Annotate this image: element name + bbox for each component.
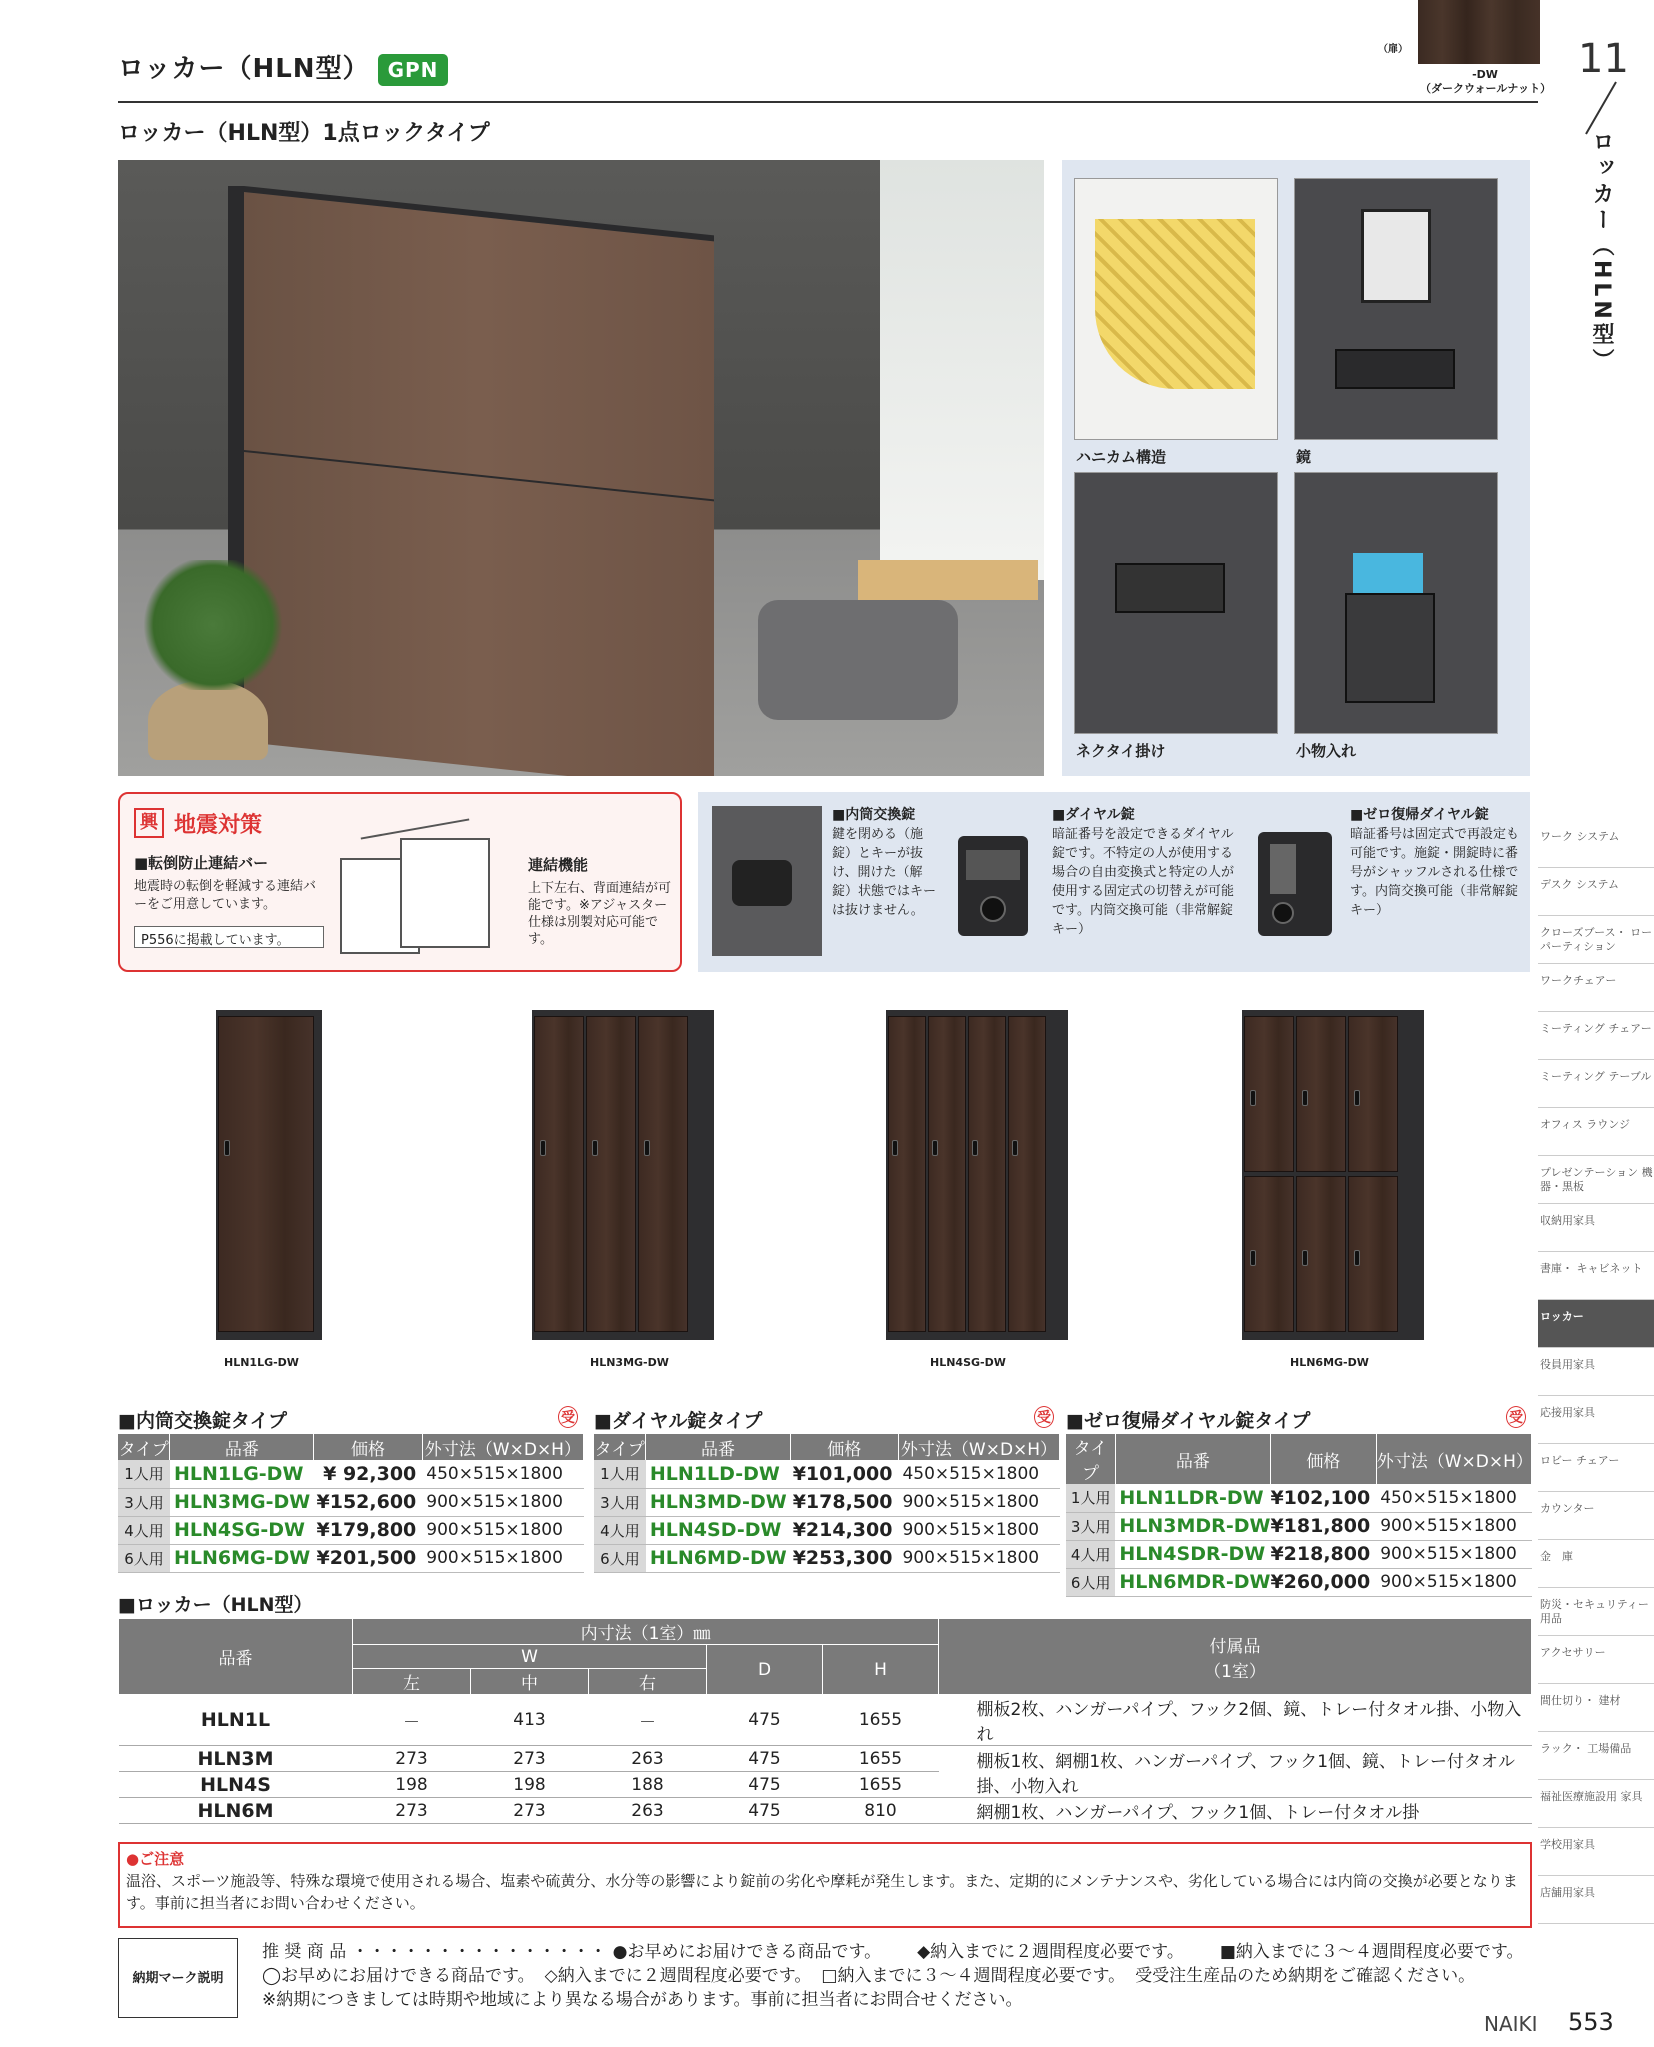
- product-label-4: HLN6MG-DW: [1290, 1356, 1369, 1369]
- price-table-title: ■内筒交換錠タイプ 受: [118, 1406, 578, 1433]
- made-to-order-icon: 受: [558, 1406, 578, 1428]
- price-table: タイプ 品番 価格 外寸法（W×D×H） 1人用 HLN1LD-DW ¥101,000 450×515×1800 3人用 HLN3MD-DW ¥178,500 900×515×1800 4人用 HLN4SD-DW ¥214,300 900×515×1800 6人用 HLN6MD-DW ¥253,300 900×515×1800: [594, 1434, 1060, 1573]
- notice-text: 温浴、スポーツ施設等、特殊な環境で使用される場合、塩素や硫黄分、水分等の影響により錠前の劣化や摩耗が発生します。また、定期的にメンテナンスや、劣化している場合には内筒の交換が必要となります。事前に担当者にお問い合わせください。: [126, 1872, 1518, 1912]
- nav-item[interactable]: クローズブース・ ローパーティション: [1538, 916, 1654, 964]
- product-label-1: HLN1LG-DW: [224, 1356, 299, 1369]
- nav-item[interactable]: ワーク システム: [1538, 820, 1654, 868]
- notice-box: [118, 1842, 1532, 1928]
- lock-dial: ■ダイヤル錠 暗証番号を設定できるダイヤル錠です。不特定の人が使用する場合の自由変換式と特定の人が使用する固定式の切替えが可能です。内筒交換可能（非常解錠キー）: [1052, 807, 1235, 937]
- product-hln6mg: [1242, 1010, 1424, 1340]
- nav-item[interactable]: 書庫・ キャビネット: [1538, 1252, 1654, 1300]
- price-row: 6人用 HLN6MDR-DW ¥260,000 900×515×1800: [1066, 1568, 1532, 1596]
- chapter-title: ロッカー（HLN型）: [1589, 130, 1614, 375]
- price-row: 1人用 HLN1LDR-DW ¥102,100 450×515×1800: [1066, 1484, 1532, 1512]
- accessory-case-photo: [1294, 472, 1498, 734]
- nav-item[interactable]: ロッカー: [1538, 1300, 1654, 1348]
- bar-text: 地震時の転倒を軽減する連結バーをご用意しています。: [134, 879, 317, 912]
- lock-zero-dial: ■ゼロ復帰ダイヤル錠 暗証番号は固定式で再設定も可能です。施錠・開錠時に番号がシャッフルされる仕様です。内筒交換可能（非常解錠キー）: [1350, 807, 1520, 918]
- nav-item[interactable]: カウンター: [1538, 1492, 1654, 1540]
- color-swatch: [1418, 0, 1540, 64]
- nav-item[interactable]: プレゼンテーション 機器・黒板: [1538, 1156, 1654, 1204]
- chapter-number: 11: [1578, 36, 1629, 82]
- nav-item[interactable]: ロビー チェアー: [1538, 1444, 1654, 1492]
- product-hln3mg: [532, 1010, 714, 1340]
- made-to-order-icon: 受: [1034, 1406, 1054, 1428]
- brand-name: NAIKI: [1484, 2012, 1538, 2036]
- page-number: 553: [1568, 2008, 1614, 2036]
- price-row: 1人用 HLN1LD-DW ¥101,000 450×515×1800: [594, 1460, 1060, 1488]
- price-row: 3人用 HLN3MG-DW ¥152,600 900×515×1800: [118, 1488, 584, 1516]
- nav-item[interactable]: 役員用家具: [1538, 1348, 1654, 1396]
- earthquake-box: [118, 792, 682, 972]
- swatch-door-label: （扉）: [1378, 44, 1408, 55]
- link-text: 上下左右、背面連結が可能です。※アジャスター仕様は別製対応可能です。: [528, 881, 672, 947]
- price-row: 3人用 HLN3MDR-DW ¥181,800 900×515×1800: [1066, 1512, 1532, 1540]
- price-row: 1人用 HLN1LG-DW ¥ 92,300 450×515×1800: [118, 1460, 584, 1488]
- lock-types-box: [698, 792, 1530, 972]
- nav-item[interactable]: ワークチェアー: [1538, 964, 1654, 1012]
- dial-lock-photo: [958, 836, 1028, 936]
- cylinder-lock-photo: [712, 806, 822, 956]
- price-table: タイプ 品番 価格 外寸法（W×D×H） 1人用 HLN1LG-DW ¥ 92,300 450×515×1800 3人用 HLN3MG-DW ¥152,600 900×515×1800 4人用 HLN4SG-DW ¥179,800 900×515×1800 6人用 HLN6MG-DW ¥201,500 900×515×1800: [118, 1434, 584, 1573]
- link-title: 連結機能: [528, 856, 589, 874]
- honeycomb-photo: [1074, 178, 1278, 440]
- legend-label-box: 納期マーク説明: [118, 1938, 238, 2018]
- detail-label-honeycomb: ハニカム構造: [1076, 448, 1167, 466]
- nav-item[interactable]: 収納用家具: [1538, 1204, 1654, 1252]
- spec-row: HLN3M 273 273 263 475 1655 棚板1枚、網棚1枚、ハンガーパイプ、フック1個、鏡、トレー付タオル掛、小物入れ: [119, 1746, 1532, 1772]
- price-row: 6人用 HLN6MG-DW ¥201,500 900×515×1800: [118, 1544, 584, 1572]
- nav-item[interactable]: ミーティング テーブル: [1538, 1060, 1654, 1108]
- spec-title: ■ロッカー（HLN型）: [118, 1594, 313, 1616]
- price-row: 4人用 HLN4SDR-DW ¥218,800 900×515×1800: [1066, 1540, 1532, 1568]
- product-hln1lg: [216, 1010, 322, 1340]
- main-photo: [118, 160, 1044, 776]
- price-table: タイプ 品番 価格 外寸法（W×D×H） 1人用 HLN1LDR-DW ¥102,100 450×515×1800 3人用 HLN3MDR-DW ¥181,800 900×515×1800 4人用 HLN4SDR-DW ¥218,800 900×515×1800 6人用 HLN6MDR-DW ¥260,000 900×515×1800: [1066, 1434, 1532, 1597]
- product-label-3: HLN4SG-DW: [930, 1356, 1006, 1369]
- legend: 推 奨 商 品 ・・・・・・・・・・・・・・・ ●お早めにお届けできる商品です。 ◆納入までに２週間程度必要です。 ■納入までに３～４週間程度必要です。 ◯お早めにお届けできる商品です。 ◇納入までに２週間程度必要です。 □納入までに３～４週間程度必要です。 受受注生産品のため納期をご確認ください。 ※納期につきましては時期や地域により異なる場合があります。事前に担当者にお問合せください。: [262, 1942, 1524, 2010]
- tie-hanger-photo: [1074, 472, 1278, 734]
- nav-item[interactable]: 防災・セキュリティー 用品: [1538, 1588, 1654, 1636]
- nav-item[interactable]: 応接用家具: [1538, 1396, 1654, 1444]
- nav-item[interactable]: ミーティング チェアー: [1538, 1012, 1654, 1060]
- price-row: 4人用 HLN4SG-DW ¥179,800 900×515×1800: [118, 1516, 584, 1544]
- nav-item[interactable]: ラック・ 工場備品: [1538, 1732, 1654, 1780]
- spec-row: HLN4S 198 198 188 475 1655: [119, 1772, 1532, 1798]
- detail-label-case: 小物入れ: [1296, 742, 1357, 760]
- nav-item[interactable]: オフィス ラウンジ: [1538, 1108, 1654, 1156]
- spec-row: HLN1L － 413 － 475 1655 棚板2枚、ハンガーパイプ、フック2個、鏡、トレー付タオル掛、小物入れ: [119, 1695, 1532, 1746]
- mirror-photo: [1294, 178, 1498, 440]
- lock-cylinder: ■内筒交換錠 鍵を閉める（施錠）とキーが抜け、開けた（解錠）状態ではキーは抜けません。: [832, 807, 937, 918]
- bar-title: ■転倒防止連結バー: [134, 854, 269, 872]
- price-row: 6人用 HLN6MD-DW ¥253,300 900×515×1800: [594, 1544, 1060, 1572]
- notice-title: ●ご注意: [126, 1850, 185, 1868]
- nav-item[interactable]: 福祉医療施設用 家具: [1538, 1780, 1654, 1828]
- nav-item[interactable]: 学校用家具: [1538, 1828, 1654, 1876]
- earthquake-title: 地震対策: [174, 813, 263, 838]
- zero-dial-lock-photo: [1258, 832, 1332, 936]
- price-table-title: ■ダイヤル錠タイプ 受: [594, 1406, 1054, 1433]
- ref-link[interactable]: P556に掲載しています。: [134, 926, 324, 948]
- spec-row: HLN6M 273 273 263 475 810 網棚1枚、ハンガーパイプ、フック1個、トレー付タオル掛: [119, 1798, 1532, 1824]
- nav-item[interactable]: アクセサリー: [1538, 1636, 1654, 1684]
- header-divider: [118, 101, 1538, 103]
- gpn-badge: GPN: [378, 54, 449, 86]
- nav-item[interactable]: デスク システム: [1538, 868, 1654, 916]
- swatch-label: -DW （ダークウォールナット）: [1420, 68, 1552, 95]
- earthquake-icon: 興: [134, 808, 164, 838]
- page-title: ロッカー（HLN型） GPN: [118, 48, 448, 86]
- detail-label-tie: ネクタイ掛け: [1076, 742, 1166, 760]
- price-row: 4人用 HLN4SD-DW ¥214,300 900×515×1800: [594, 1516, 1060, 1544]
- price-table-title: ■ゼロ復帰ダイヤル錠タイプ 受: [1066, 1406, 1526, 1433]
- section-subtitle: ロッカー（HLN型）1点ロックタイプ: [118, 121, 490, 146]
- nav-item[interactable]: 間仕切り・ 建材: [1538, 1684, 1654, 1732]
- price-row: 3人用 HLN3MD-DW ¥178,500 900×515×1800: [594, 1488, 1060, 1516]
- side-nav: [1538, 820, 1654, 1924]
- nav-item[interactable]: 店舗用家具: [1538, 1876, 1654, 1924]
- made-to-order-icon: 受: [1506, 1406, 1526, 1428]
- product-label-2: HLN3MG-DW: [590, 1356, 669, 1369]
- nav-item[interactable]: 金 庫: [1538, 1540, 1654, 1588]
- spec-table: 品番 内寸法（1室）㎜ 付属品 （1室） W D H 左 中 右 HLN1L － 413 － 475 1655 棚板2枚、ハンガーパイプ、フック2個、鏡、トレー付タオル掛、小物入れ HLN3M 273 273 263 475 1655 棚板1枚、網棚1枚、ハンガーパイプ、フック1個、鏡、トレー付タオル掛、小物入れ HLN4S 198 198 188 475 1655 HLN6M 273 273 263 475 810 網棚1枚、ハンガーパイプ、フック1個、トレー付タオル掛: [118, 1618, 1532, 1824]
- product-hln4sg: [886, 1010, 1068, 1340]
- detail-label-mirror: 鏡: [1296, 448, 1312, 466]
- chapter-slash: [1585, 82, 1617, 135]
- linked-lockers-illustration: [330, 818, 500, 958]
